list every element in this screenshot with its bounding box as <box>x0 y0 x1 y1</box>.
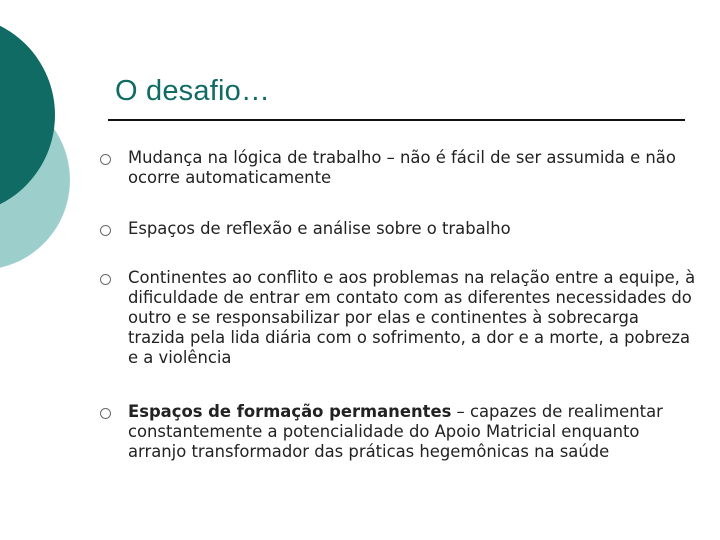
bullet-item <box>128 402 700 462</box>
bullet-circle-icon <box>100 408 111 419</box>
bullet-item <box>128 268 700 368</box>
bullet-item <box>128 148 700 188</box>
bullet-circle-icon <box>100 274 111 285</box>
bullet-text: Continentes ao conflito e aos problemas na relação entre a equipe, à dificuldade de entrar em contato com as diferentes necessidades do outro e se responsabilizar por elas e continentes à sobrecarga trazida pela lida diária com o sofrimento, a dor e a morte, a pobreza e a violência <box>128 268 696 367</box>
bullet-circle-icon <box>100 154 111 165</box>
bullet-bold-text: Espaços de formação permanentes <box>128 402 452 421</box>
bullet-text: Mudança na lógica de trabalho – não é fácil de ser assumida e não ocorre automaticamente <box>128 148 676 187</box>
bullet-circle-icon <box>100 225 111 236</box>
bullet-item <box>128 219 700 239</box>
bullet-text: Espaços de reflexão e análise sobre o trabalho <box>128 219 511 238</box>
slide-title: O desafio… <box>115 75 271 107</box>
bullet-text: – capazes de realimentar constantemente a potencialidade do Apoio Matricial enquanto arranjo transformador das práticas hegemônicas na saúde <box>128 402 663 461</box>
